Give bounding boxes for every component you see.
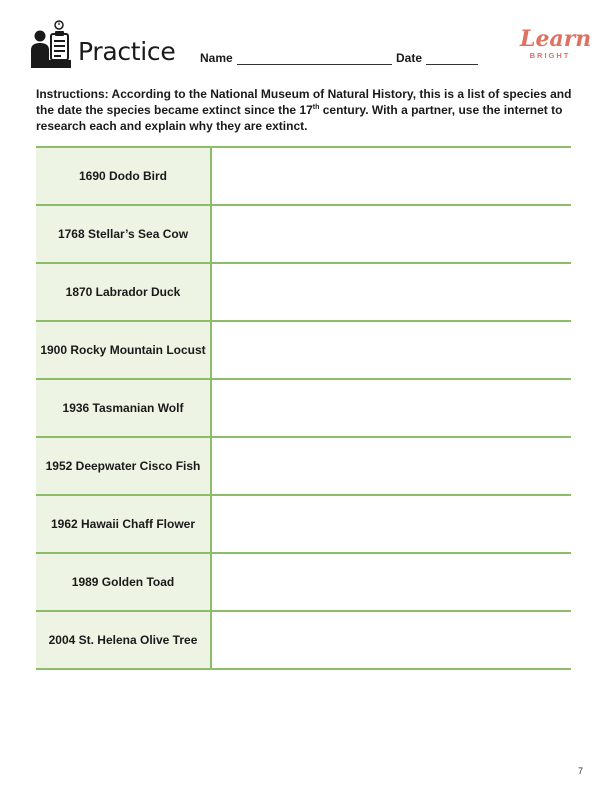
table-row — [36, 554, 571, 612]
answer-cell[interactable] — [212, 206, 571, 262]
page-title: Practice — [78, 37, 176, 66]
species-label: 1962 Hawaii Chaff Flower — [36, 496, 212, 552]
name-label: Name — [200, 51, 233, 65]
answer-cell[interactable] — [212, 322, 571, 378]
species-label: 1936 Tasmanian Wolf — [36, 380, 212, 436]
species-table — [36, 146, 571, 670]
species-label: 1900 Rocky Mountain Locust — [36, 322, 212, 378]
table-row — [36, 322, 571, 380]
learn-bright-logo — [520, 26, 592, 70]
species-label: 1768 Stellar’s Sea Cow — [36, 206, 212, 262]
date-label: Date — [396, 51, 423, 65]
table-row — [36, 148, 571, 206]
answer-cell[interactable] — [212, 612, 571, 668]
answer-cell[interactable] — [212, 148, 571, 204]
name-line[interactable] — [237, 64, 392, 65]
logo-word: Learn — [520, 26, 592, 52]
page-number: 7 — [578, 766, 584, 776]
table-row — [36, 496, 571, 554]
instructions — [36, 86, 576, 134]
page-header — [30, 20, 592, 75]
answer-cell[interactable] — [212, 380, 571, 436]
instructions-lead: Instructions: According to the National Museum of Natural History, this is a list of species and the date the species became extinct since the 17 — [36, 87, 572, 117]
answer-cell[interactable] — [212, 554, 571, 610]
table-row — [36, 438, 571, 496]
answer-cell[interactable] — [212, 438, 571, 494]
instructions-tail: century. With a partner, use the internet to research each and explain why they are extinct. — [36, 103, 563, 133]
table-row — [36, 380, 571, 438]
table-row — [36, 206, 571, 264]
species-label: 1989 Golden Toad — [36, 554, 212, 610]
species-label: 1690 Dodo Bird — [36, 148, 212, 204]
logo-sub: BRIGHT — [529, 51, 571, 60]
answer-cell[interactable] — [212, 496, 571, 552]
instructions-superscript: th — [312, 104, 320, 111]
table-row — [36, 612, 571, 670]
date-line[interactable] — [426, 64, 478, 65]
species-label: 2004 St. Helena Olive Tree — [36, 612, 212, 668]
species-label: 1870 Labrador Duck — [36, 264, 212, 320]
table-row — [36, 264, 571, 322]
date-field[interactable] — [396, 51, 478, 65]
person-clipboard-icon — [30, 20, 72, 70]
species-label: 1952 Deepwater Cisco Fish — [36, 438, 212, 494]
name-field[interactable] — [200, 51, 392, 65]
answer-cell[interactable] — [212, 264, 571, 320]
